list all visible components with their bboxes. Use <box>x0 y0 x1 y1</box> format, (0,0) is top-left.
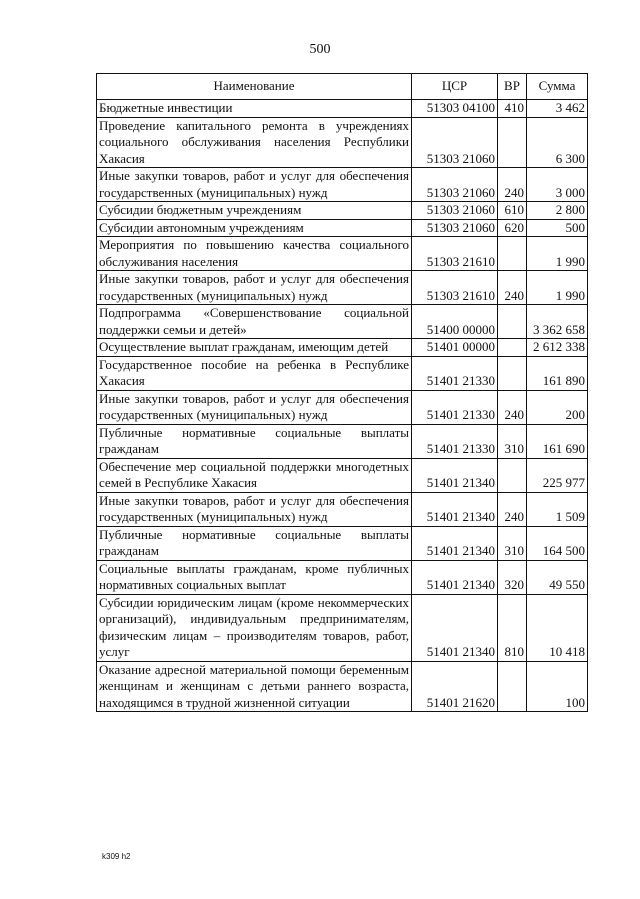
row-sum: 100 <box>527 661 588 712</box>
row-csr: 51401 21330 <box>412 356 498 390</box>
row-sum: 1 509 <box>527 492 588 526</box>
header-vr: ВР <box>498 74 527 100</box>
row-csr: 51303 21610 <box>412 271 498 305</box>
row-vr <box>498 305 527 339</box>
row-name: Иные закупки товаров, работ и услуг для обеспечения государственных (муниципальных) нужд <box>97 271 412 305</box>
row-sum: 164 500 <box>527 526 588 560</box>
table-row <box>97 339 588 357</box>
table-row <box>97 594 588 661</box>
row-csr: 51303 04100 <box>412 100 498 118</box>
row-csr: 51401 21340 <box>412 560 498 594</box>
row-csr: 51303 21060 <box>412 168 498 202</box>
row-csr: 51303 21060 <box>412 117 498 168</box>
row-vr: 240 <box>498 168 527 202</box>
row-csr: 51401 21620 <box>412 661 498 712</box>
page-number: 500 <box>309 42 331 57</box>
row-sum: 161 690 <box>527 424 588 458</box>
row-vr <box>498 661 527 712</box>
footer-code: k309 h2 <box>102 852 131 861</box>
table-row <box>97 390 588 424</box>
table-row <box>97 100 588 118</box>
header-name: Наименование <box>97 74 412 100</box>
row-sum: 3 362 658 <box>527 305 588 339</box>
table-row <box>97 271 588 305</box>
row-vr <box>498 237 527 271</box>
row-csr: 51401 21340 <box>412 492 498 526</box>
header-csr: ЦСР <box>412 74 498 100</box>
row-vr: 310 <box>498 424 527 458</box>
row-vr: 320 <box>498 560 527 594</box>
row-vr: 620 <box>498 219 527 237</box>
row-name: Мероприятия по повышению качества социального обслуживания населения <box>97 237 412 271</box>
row-csr: 51303 21060 <box>412 202 498 220</box>
row-vr: 240 <box>498 390 527 424</box>
header-sum: Сумма <box>527 74 588 100</box>
row-name: Иные закупки товаров, работ и услуг для обеспечения государственных (муниципальных) нужд <box>97 390 412 424</box>
table-row <box>97 219 588 237</box>
row-name: Государственное пособие на ребенка в Республике Хакасия <box>97 356 412 390</box>
row-name: Подпрограмма «Совершенствование социальной поддержки семьи и детей» <box>97 305 412 339</box>
table-row <box>97 117 588 168</box>
row-sum: 49 550 <box>527 560 588 594</box>
table-row <box>97 305 588 339</box>
row-vr: 810 <box>498 594 527 661</box>
budget-table <box>96 73 588 712</box>
row-csr: 51401 00000 <box>412 339 498 357</box>
row-sum: 3 462 <box>527 100 588 118</box>
row-name: Оказание адресной материальной помощи беременным женщинам и женщинам с детьми раннего возраста, находящимся в трудной жизненной ситуации <box>97 661 412 712</box>
row-name: Публичные нормативные социальные выплаты гражданам <box>97 526 412 560</box>
row-sum: 10 418 <box>527 594 588 661</box>
row-vr <box>498 117 527 168</box>
row-sum: 2 800 <box>527 202 588 220</box>
table-row <box>97 356 588 390</box>
table-header-row <box>97 74 588 100</box>
row-csr: 51303 21610 <box>412 237 498 271</box>
row-name: Публичные нормативные социальные выплаты гражданам <box>97 424 412 458</box>
row-vr: 410 <box>498 100 527 118</box>
row-name: Проведение капитального ремонта в учреждениях социального обслуживания населения Республики Хакасия <box>97 117 412 168</box>
row-name: Субсидии юридическим лицам (кроме некоммерческих организаций), индивидуальным предпринимателям, физическим лицам – производителям товаров, работ, услуг <box>97 594 412 661</box>
row-vr: 610 <box>498 202 527 220</box>
row-csr: 51401 21340 <box>412 458 498 492</box>
row-name: Бюджетные инвестиции <box>97 100 412 118</box>
row-sum: 1 990 <box>527 237 588 271</box>
row-csr: 51401 21340 <box>412 526 498 560</box>
table-row <box>97 526 588 560</box>
row-sum: 161 890 <box>527 356 588 390</box>
row-csr: 51401 21330 <box>412 390 498 424</box>
row-name: Субсидии бюджетным учреждениям <box>97 202 412 220</box>
row-name: Обеспечение мер социальной поддержки многодетных семей в Республике Хакасия <box>97 458 412 492</box>
table-row <box>97 237 588 271</box>
row-csr: 51303 21060 <box>412 219 498 237</box>
table-row <box>97 168 588 202</box>
row-vr <box>498 458 527 492</box>
row-sum: 6 300 <box>527 117 588 168</box>
row-vr: 310 <box>498 526 527 560</box>
row-csr: 51400 00000 <box>412 305 498 339</box>
row-name: Иные закупки товаров, работ и услуг для обеспечения государственных (муниципальных) нужд <box>97 168 412 202</box>
table-row <box>97 560 588 594</box>
row-vr <box>498 339 527 357</box>
row-sum: 500 <box>527 219 588 237</box>
row-csr: 51401 21340 <box>412 594 498 661</box>
table-row <box>97 661 588 712</box>
table-row <box>97 424 588 458</box>
row-sum: 1 990 <box>527 271 588 305</box>
row-vr <box>498 356 527 390</box>
row-name: Иные закупки товаров, работ и услуг для обеспечения государственных (муниципальных) нужд <box>97 492 412 526</box>
table-row <box>97 202 588 220</box>
row-name: Субсидии автономным учреждениям <box>97 219 412 237</box>
row-vr: 240 <box>498 271 527 305</box>
row-name: Социальные выплаты гражданам, кроме публичных нормативных социальных выплат <box>97 560 412 594</box>
row-sum: 2 612 338 <box>527 339 588 357</box>
table-row <box>97 492 588 526</box>
row-name: Осуществление выплат гражданам, имеющим детей <box>97 339 412 357</box>
row-sum: 200 <box>527 390 588 424</box>
row-sum: 3 000 <box>527 168 588 202</box>
row-csr: 51401 21330 <box>412 424 498 458</box>
row-sum: 225 977 <box>527 458 588 492</box>
row-vr: 240 <box>498 492 527 526</box>
table-row <box>97 458 588 492</box>
